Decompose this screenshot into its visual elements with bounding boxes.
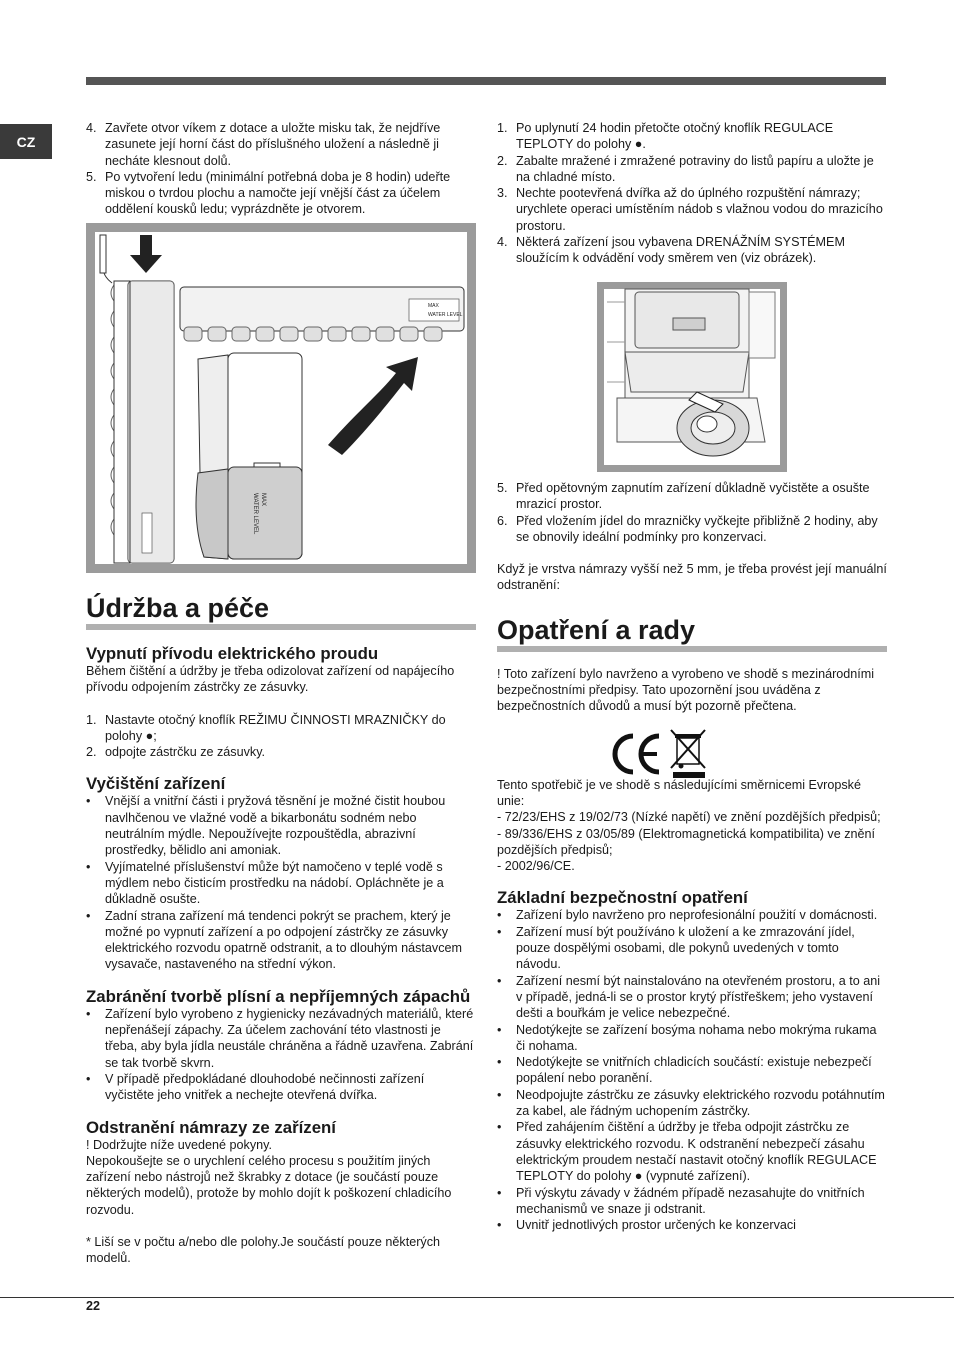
list-item	[86, 712, 476, 745]
bullet: •	[86, 908, 91, 923]
after-defrost-steps	[497, 480, 887, 545]
language-label: CZ	[16, 133, 36, 150]
defrost-heading: Odstranění námrazy ze zařízení	[86, 1117, 336, 1137]
item-text: Zařízení nesmí být nainstalováno na otevřeném prostoru, a to ani v případě, jedná-li se o prostor krytý přístřeškem; jeho vystavení dešti a bouřkám je velice nebezpečné.	[516, 973, 881, 1021]
eu-directive-item: - 2002/96/CE.	[497, 859, 575, 874]
ce-weee-logos	[609, 728, 709, 780]
cleaning-heading: Vyčištění zařízení	[86, 774, 226, 794]
item-text: Vnější a vnitřní části i pryžová těsnění je možné čistit houbou navlhčenou ve vlažné vodě a bikarbonátu sodném nebo neutrálním mýdle. Nepoužívejte rozpouštědla, abrazivní prostředky, bělidlo ani amoniak.	[105, 794, 446, 858]
item-number: 4.	[86, 121, 97, 135]
item-text: Zařízení bylo navrženo pro neprofesionální použití v domácnosti.	[516, 908, 878, 923]
item-number: 3.	[497, 186, 508, 201]
item-text: Při výskytu závady v žádném případě nezasahujte do vnitřních mechanismů ve snaze ji odstranit.	[516, 1185, 865, 1216]
ce-mark-icon	[609, 728, 709, 780]
eu-directives-text: Tento spotřebič je ve shodě s následujícími směrnicemi Evropské unie:	[497, 777, 861, 808]
list-item	[86, 744, 476, 760]
bullet: •	[497, 1022, 502, 1037]
item-number: 1.	[497, 121, 508, 135]
item-text: Některá zařízení jsou vybavena DRENÁŽNÍM SYSTÉMEM sloužícím k odvádění vody směrem ven (viz obrázek).	[516, 235, 845, 266]
item-text: Před vložením jídel do mrazničky vyčkejte přibližně 2 hodiny, aby se obnovily ideální podmínky pro konzervaci.	[516, 513, 878, 544]
bullet: •	[497, 1087, 502, 1102]
list-item	[497, 973, 887, 1022]
odour-list	[86, 1006, 476, 1104]
right-lower-column	[497, 480, 887, 1233]
list-item	[497, 513, 887, 546]
list-item	[497, 1087, 887, 1120]
maintenance-title: Údržba a péče	[86, 592, 476, 630]
item-text: Nedotýkejte se zařízení bosýma nohama nebo mokrýma rukama či nohama.	[516, 1022, 877, 1053]
list-item	[497, 480, 887, 513]
language-tab	[0, 124, 52, 159]
list-item	[497, 1022, 887, 1055]
water-level-label-top: WATER LEVEL	[428, 312, 463, 318]
bullet: •	[497, 1185, 502, 1200]
footnote: * Liší se v počtu a/nebo dle polohy.Je součástí pouze některých modelů.	[86, 1235, 441, 1266]
cleaning-list	[86, 793, 476, 972]
max-label-top: MAX	[428, 303, 439, 309]
right-column	[497, 120, 887, 267]
item-text: Uvnitř jednotlivých prostor určených ke konzervaci	[516, 1218, 796, 1233]
ice-tray-svg	[86, 223, 476, 573]
item-text: Nastavte otočný knoflík REŽIMU ČINNOSTI MRAZNIČKY do polohy ●;	[105, 712, 446, 743]
weee-bin-icon	[671, 730, 705, 778]
item-text: odpojte zástrčku ze zásuvky.	[105, 745, 266, 760]
item-text: Zabalte mražené i zmražené potraviny do listů papíru a uložte je na chladné místo.	[516, 153, 874, 184]
list-item	[86, 169, 476, 218]
bullet: •	[497, 924, 502, 939]
item-number: 2.	[86, 745, 97, 760]
frost-note: Když je vrstva námrazy vyšší než 5 mm, je třeba provést její manuální odstranění:	[497, 562, 887, 593]
bullet: •	[497, 1055, 502, 1070]
top-rule	[86, 77, 886, 85]
list-item	[86, 1006, 476, 1071]
list-item	[497, 1185, 887, 1218]
list-item	[86, 908, 476, 973]
left-lower-column	[86, 592, 476, 1267]
bullet: •	[497, 1120, 502, 1135]
item-number: 5.	[497, 481, 508, 495]
item-text: Neodpojujte zástrčku ze zásuvky elektrického rozvodu potáhnutím za kabel, ale řádným uchopením zástrčky.	[516, 1087, 885, 1119]
bottom-rule	[0, 1297, 954, 1298]
bullet: •	[86, 1071, 91, 1086]
item-text: Nechte pootevřená dvířka až do úplného rozpuštění námrazy; urychlete operaci umístěním nádob s vlažnou vodou do mrazicího prostoru.	[516, 186, 883, 233]
item-text: Zavřete otvor víkem z dotace a uložte misku tak, že nejdříve zasunete její horní část do příslušného uložení a následně ji necháte klesnout dolů.	[105, 121, 441, 168]
list-item	[497, 907, 887, 923]
list-item	[497, 185, 887, 234]
list-item	[497, 1217, 887, 1233]
safety-heading: Základní bezpečnostní opatření	[497, 888, 748, 908]
list-item	[497, 924, 887, 973]
power-off-steps	[86, 712, 476, 761]
list-item	[86, 793, 476, 858]
list-item	[86, 120, 476, 169]
precautions-title: Opatření a rady	[497, 614, 887, 652]
defrost-text: Nepokoušejte se o urychlení celého procesu s použitím jiných zařízení nebo nástrojů než škrabky z dotace (je součástí pouze některých modelů), protože by mohlo dojít k poškození chladicího rozvodu.	[86, 1153, 452, 1217]
list-item	[497, 1054, 887, 1087]
item-number: 5.	[86, 169, 97, 184]
ice-tray-illustration	[86, 223, 476, 573]
list-item	[86, 1071, 476, 1104]
power-off-heading: Vypnutí přívodu elektrického proudu	[86, 644, 379, 663]
defrost-warning: ! Dodržujte níže uvedené pokyny.	[86, 1137, 272, 1152]
item-text: Po vytvoření ledu (minimální potřebná doba je 8 hodin) udeřte miskou o tvrdou plochu a namočte její vnější část za účelem oddělení kousků ledu; vyprázdněte je otvorem.	[105, 169, 451, 217]
item-text: Před opětovným zapnutím zařízení důkladně vyčistěte a osušte mrazicí prostor.	[516, 481, 870, 512]
ice-steps-list	[86, 120, 476, 218]
item-number: 4.	[497, 235, 508, 250]
item-text: Po uplynutí 24 hodin přetočte otočný knoflík REGULACE TEPLOTY do polohy ●.	[516, 121, 834, 152]
drainage-illustration	[597, 282, 787, 472]
water-level-label-side: WATER LEVEL	[252, 493, 258, 535]
left-column	[86, 120, 476, 218]
item-number: 2.	[497, 153, 508, 168]
item-text: Vyjímatelné příslušenství může být namočeno v teplé vodě s mýdlem nebo čisticím prostředku na nádobí. Opláchněte je a důkladně osušte.	[105, 859, 444, 907]
list-item	[497, 153, 887, 186]
item-text: Zařízení bylo vyrobeno z hygienicky nezávadných materiálů, které nepřenášejí zápachy. Za účelem zachování této vlastnosti je třeba, aby byla jídla neustále chráněna a řádně uzavřena. Zabrání se tak tvorbě skvrn.	[105, 1006, 474, 1070]
item-number: 1.	[86, 712, 97, 727]
list-item	[497, 234, 887, 267]
safety-list	[497, 907, 887, 1233]
bullet: •	[86, 1006, 91, 1021]
bullet: •	[497, 908, 502, 923]
power-off-text: Během čištění a údržby je třeba odizolovat zařízení od napájecího přívodu odpojením zástrčky ze zásuvky.	[86, 664, 455, 695]
list-item	[497, 120, 887, 153]
eu-directive-item: - 72/23/EHS z 19/02/73 (Nízké napětí) ve znění pozdějších předpisů;	[497, 810, 881, 825]
item-text: Zařízení musí být používáno k uložení a ke zmrazování jídel, pouze dospělými osobami, dle pokynů uvedených v tomto návodu.	[516, 924, 855, 972]
item-text: Zadní strana zařízení má tendenci pokrýt se prachem, který je možné po vypnutí zařízení a po odpojení zástrčky ze zásuvky elektrického rozvodu opatrně odstranit, a to dlouhým nástavcem vysavače, nastaveného na střední výkon.	[105, 908, 463, 972]
item-text: Před zahájením čištění a údržby je třeba odpojit zástrčku ze zásuvky elektrického rozvodu. K odstranění nebezpečí zásahu elektrickým proudem nestačí nastavit otočný knoflík REGULACE TEPLOTY do polohy ● (vypnuté zařízení).	[516, 1120, 877, 1184]
bullet: •	[497, 973, 502, 988]
list-item	[497, 1119, 887, 1184]
item-text: V případě předpokládané dlouhodobé nečinnosti zařízení vyčistěte jeho vnitřek a nechejte otevřená dvířka.	[105, 1071, 425, 1103]
defrost-steps	[497, 120, 887, 267]
eu-directive-item: - 89/336/EHS z 03/05/89 (Elektromagnetická kompatibilita) ve znění pozdějších předpisů;	[497, 826, 876, 857]
bullet: •	[497, 1218, 502, 1233]
precautions-intro: ! Toto zařízení bylo navrženo a vyrobeno ve shodě s mezinárodními bezpečnostními předpisy. Tato upozornění jsou uváděna z bezpečnostních důvodů a musí být pozorně přečtena.	[497, 666, 875, 714]
bullet: •	[86, 794, 91, 809]
page-number: 22	[86, 1299, 101, 1313]
item-text: Nedotýkejte se vnitřních chladicích součástí: existuje nebezpečí popálení nebo poranění.	[516, 1055, 872, 1086]
bullet: •	[86, 859, 91, 874]
drainage-svg	[597, 282, 787, 472]
odour-heading: Zabránění tvorbě plísní a nepříjemných zápachů	[86, 986, 471, 1006]
item-number: 6.	[497, 513, 508, 528]
max-label-side: MAX	[260, 493, 266, 507]
list-item	[86, 859, 476, 908]
